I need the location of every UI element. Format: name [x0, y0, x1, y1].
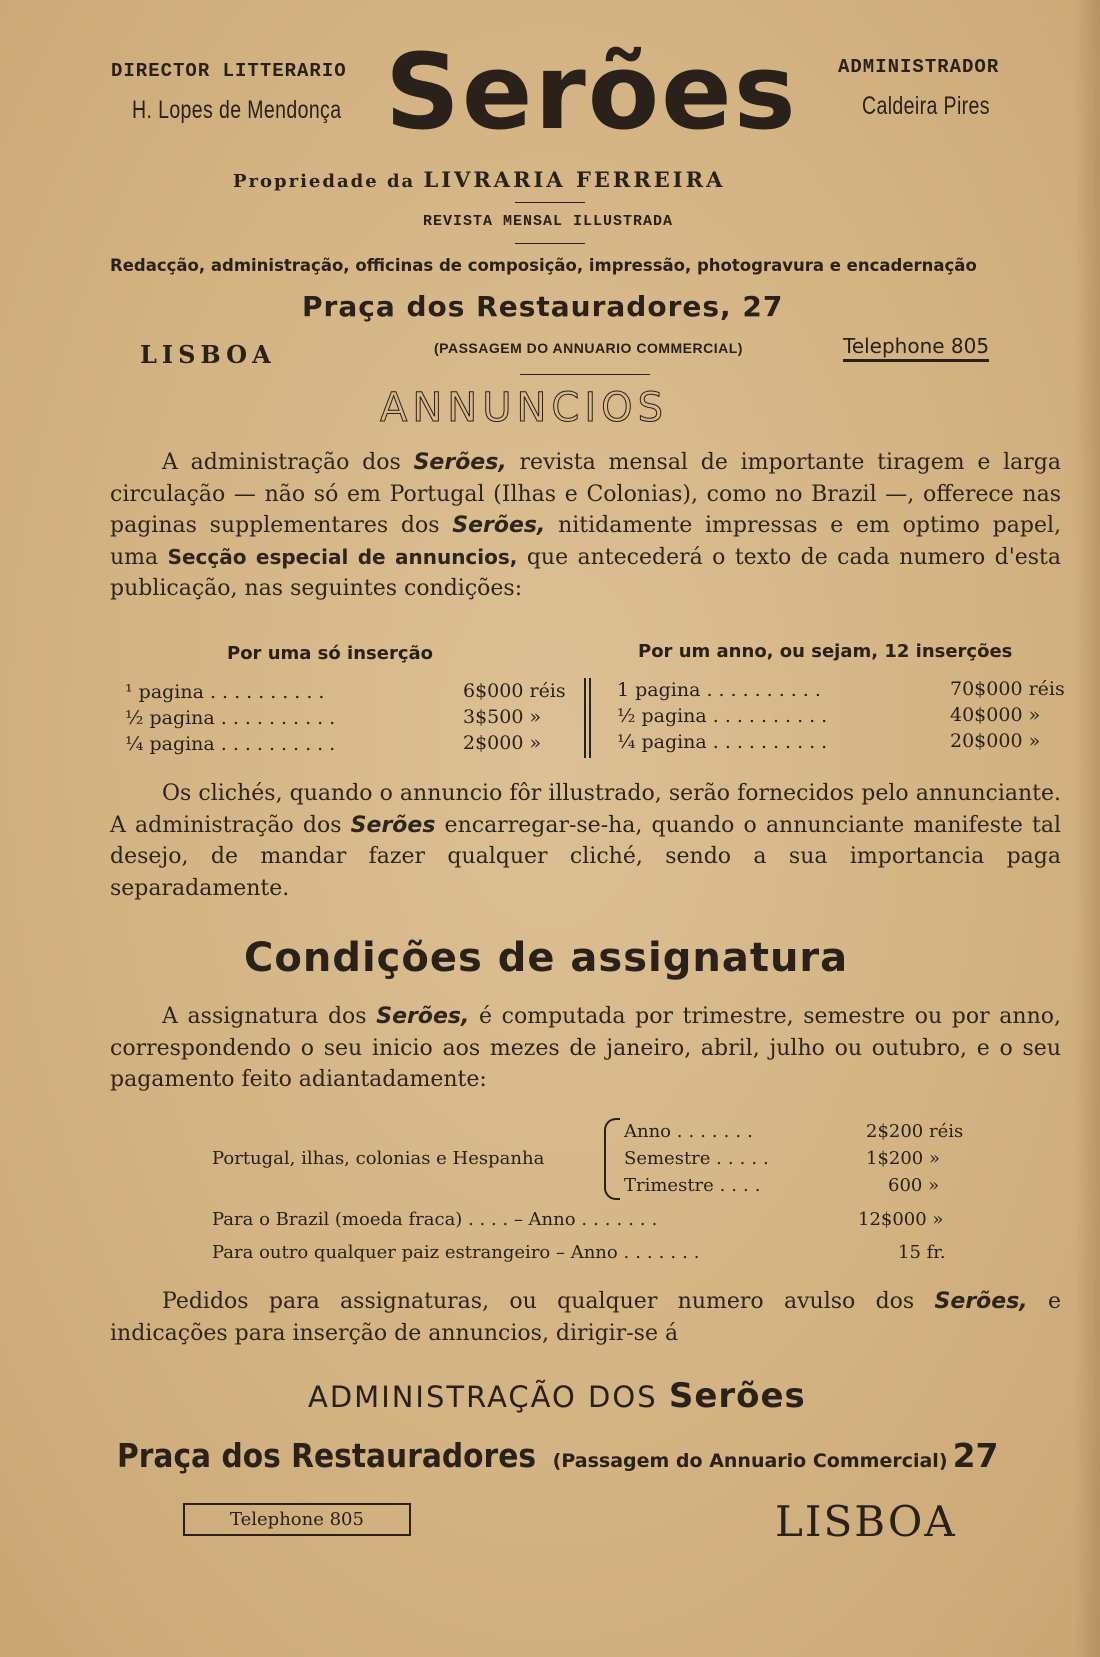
footer-telephone-box: Telephone 805 [183, 1503, 411, 1536]
header-passage: (PASSAGEM DO ANNUARIO COMMERCIAL) [434, 340, 743, 356]
portugal-row: Trimestre .... [624, 1175, 767, 1196]
single-price: 6$000 réis [463, 680, 566, 702]
annual-price: 20$000 » [950, 730, 1041, 752]
page-edge [1074, 0, 1100, 1657]
brace [604, 1118, 620, 1200]
subscription-intro: A assignatura dos Serões, é computada por trimestre, semestre ou por anno, correspondendo o seu inicio aos mezes de janeiro, abril, julho ou outubro, e o seu pagamento feito adiantadamente: [110, 1004, 1062, 1092]
single-row: ¹ pagina .......... [125, 681, 331, 703]
header-address: Praça dos Restauradores, 27 [302, 290, 784, 323]
portugal-row: Semestre ..... [624, 1148, 775, 1169]
subscription-heading: Condições de assignatura [244, 935, 849, 981]
director-title: DIRECTOR LITTERARIO [111, 60, 347, 82]
single-insertion-heading: Por uma só inserção [227, 643, 433, 664]
foreign-row: Para outro qualquer paiz estrangeiro – Anno ....... [212, 1242, 706, 1263]
subtitle: REVISTA MENSAL ILLUSTRADA [423, 213, 674, 230]
masthead-title: Serões [385, 31, 798, 153]
annual-insertion-heading: Por um anno, ou sejam, 12 inserções [638, 641, 1013, 662]
annual-price: 70$000 réis [950, 678, 1065, 700]
portugal-label: Portugal, ilhas, colonias e Hespanha [212, 1148, 545, 1169]
single-row: ½ pagina .......... [125, 707, 342, 729]
director-name: H. Lopes de Mendonça [132, 96, 342, 124]
annual-row: 1 pagina .......... [617, 679, 827, 701]
annual-price: 40$000 » [950, 704, 1041, 726]
foreign-price: 15 fr. [898, 1242, 946, 1263]
property-prefix: Propriedade da [233, 171, 416, 192]
cliches-paragraph: Os clichés, quando o annuncio fôr illustrado, serão fornecidos pelo annunciante. A administração dos Serões encarregar-se-ha, quando o annunciante manifeste tal desejo, de mandar fazer qualquer cliché, sendo a sua importancia paga separadamente. [110, 781, 1061, 901]
property-line [233, 167, 725, 192]
portugal-price: 2$200 réis [866, 1121, 964, 1142]
footer-admin-line: ADMINISTRAÇÃO DOS Serões [308, 1376, 806, 1416]
annual-row: ½ pagina .......... [617, 705, 834, 727]
portugal-row: Anno ....... [624, 1121, 759, 1142]
portugal-price: 1$200 » [866, 1148, 940, 1169]
header-city: LISBOA [140, 340, 276, 369]
single-price: 3$500 » [463, 706, 542, 728]
orders-paragraph: Pedidos para assignaturas, ou qualquer numero avulso dos Serões, e indicações para inserção de annuncios, dirigir-se á [110, 1289, 1062, 1346]
header-telephone: Telephone 805 [843, 334, 989, 362]
admin-title: ADMINISTRADOR [838, 56, 1000, 78]
ads-heading: ANNUNCIOS [380, 385, 669, 431]
footer-city: LISBOA [775, 1497, 957, 1546]
admin-name: Caldeira Pires [862, 92, 990, 120]
single-price: 2$000 » [463, 732, 542, 754]
services-line: Redacção, administração, officinas de composição, impressão, photogravura e encadernação [110, 256, 977, 275]
table-divider [589, 678, 591, 758]
table-divider [584, 678, 586, 758]
brazil-row: Para o Brazil (moeda fraca) . . . . – Anno ....... [212, 1209, 664, 1230]
footer-address-line: Praça dos Restauradores (Passagem do Annuario Commercial) 27 [117, 1436, 999, 1475]
property-name: LIVRARIA FERREIRA [423, 167, 726, 192]
single-row: ¼ pagina .......... [125, 733, 342, 755]
annual-row: ¼ pagina .......... [617, 731, 834, 753]
ads-intro: A administração dos Serões, revista mensal de importante tiragem e larga circulação — não só em Portugal (Ilhas e Colonias), como no Brazil —, offerece nas paginas supplementares dos Serões, nitidamente impressas e em optimo papel, uma Secção especial de annuncios, que antecederá o texto de cada numero d'esta publicação, nas seguintes condições: [110, 450, 1062, 601]
brazil-price: 12$000 » [858, 1209, 944, 1230]
portugal-price: 600 » [888, 1175, 940, 1196]
